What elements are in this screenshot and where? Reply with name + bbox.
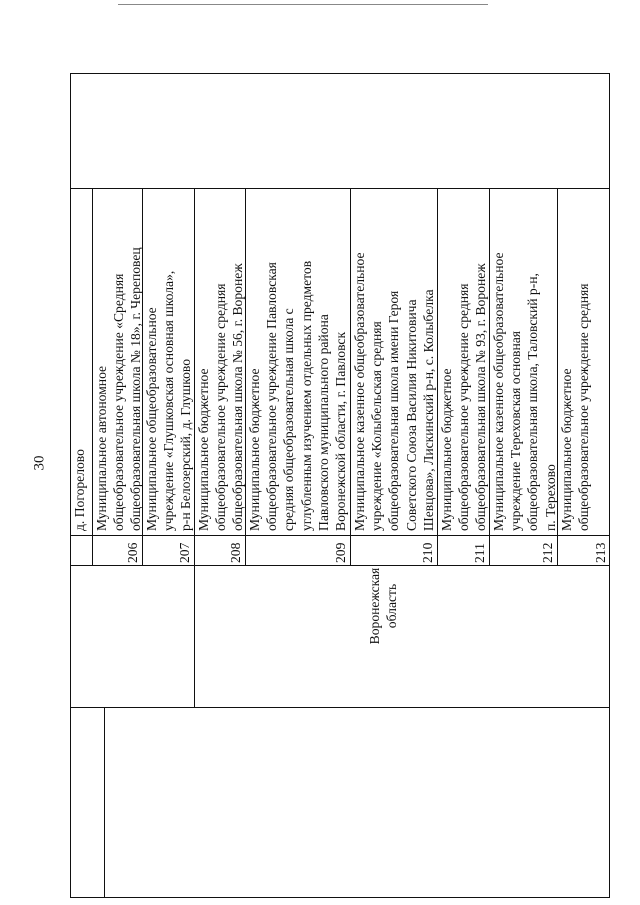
row-number-text: 209 — [332, 542, 348, 563]
row-number-text: 213 — [592, 542, 608, 563]
row-number — [557, 535, 610, 565]
continuation-text: д. Погорелово — [72, 449, 87, 531]
institution-name: Муниципальное бюджетное общеобразовательное учреждение средняя — [559, 283, 592, 531]
institution-name: Муниципальное автономное общеобразовательное учреждение «Средняя общеобразовательная школа № 18», г. Череповец — [94, 247, 144, 531]
row-number — [194, 535, 245, 565]
row-number — [92, 535, 142, 565]
institution-name: Муниципальное бюджетное общеобразовательное учреждение средняя общеобразовательная школа № 56, г. Воронеж — [196, 263, 246, 531]
page-number-area — [0, 0, 80, 905]
table-row — [245, 188, 350, 535]
table-row — [92, 188, 142, 535]
row-number — [142, 535, 194, 565]
row-number-text: 212 — [539, 542, 555, 563]
institution-name: Муниципальное бюджетное общеобразовательное учреждение средняя общеобразовательная школа № 93, г. Воронеж — [439, 263, 489, 531]
table-row — [142, 188, 194, 535]
row-number-text: 208 — [227, 542, 243, 563]
rotated-table-content — [70, 73, 610, 898]
row-number — [489, 535, 557, 565]
institution-name: Муниципальное бюджетное общеобразовательное учреждение Павловская средняя общеобразовательная школа с углубленным изучением отдельных предметов Павловского муниципального района Воронежской области, г. Павловск — [247, 260, 349, 531]
table-row — [437, 188, 489, 535]
institution-name: Муниципальное казенное общеобразовательное учреждение Тереховская основная общеобразовательная школа, Таловский р-н, п. Терехово — [491, 252, 558, 531]
row-number-text: 210 — [419, 542, 435, 563]
institution-name: Муниципальное общеобразовательное учреждение «Глушковская основная школа», р-н Белозерский, д. Глушково — [144, 270, 194, 531]
scan-top-edge-line — [118, 4, 488, 5]
table-row — [557, 188, 610, 535]
institution-name: Муниципальное казенное общеобразовательное учреждение «Колыбельская средняя общеобразовательная школа имени Героя Советского Союза Василия Никитовича Шевцова», Лискинский р-н, с. Колыбелка — [352, 252, 436, 531]
row-number-text: 206 — [124, 542, 140, 563]
row-number — [245, 535, 350, 565]
row-number — [350, 535, 437, 565]
table-row — [194, 188, 245, 535]
table-row — [350, 188, 437, 535]
page-number: 30 — [31, 455, 48, 471]
row-continuation — [70, 188, 92, 535]
region-label: Воронежская область — [367, 567, 399, 645]
row-number-text: 211 — [471, 543, 487, 563]
table-row — [489, 188, 557, 535]
row-number-text: 207 — [176, 542, 192, 563]
row-number — [437, 535, 489, 565]
